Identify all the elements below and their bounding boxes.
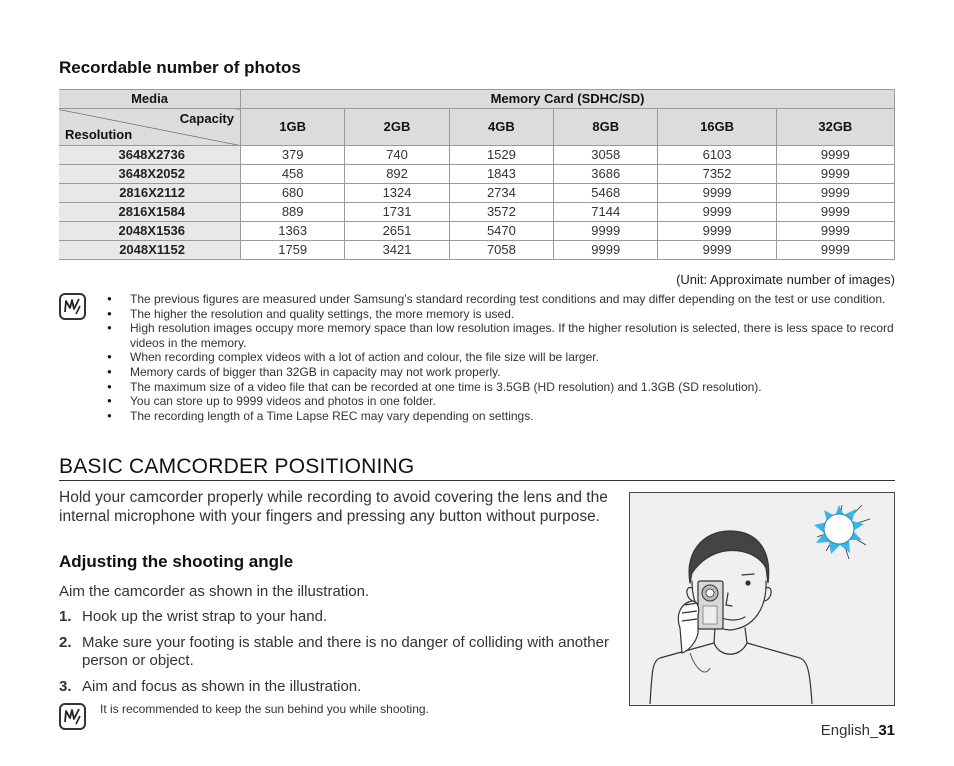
table-cell: 379 — [241, 146, 345, 165]
table-cell: 1731 — [345, 203, 449, 222]
page-footer — [821, 722, 895, 739]
list-item: ● Memory cards of bigger than 32GB in capacity may not work properly. — [107, 365, 897, 380]
resolution-label: Resolution — [65, 127, 133, 142]
table-cell: 1529 — [449, 146, 553, 165]
table-cell: 9999 — [658, 222, 776, 241]
list-item: ● The higher the resolution and quality settings, the more memory is used. — [107, 307, 897, 322]
list-item: ● High resolution images occupy more memory space than low resolution images. If the higher resolution is selected, there is less space to record videos in the memory. — [107, 321, 897, 350]
capacity-header: 2GB — [345, 109, 449, 146]
step-text: Aim and focus as shown in the illustration. — [82, 677, 362, 695]
step-item — [59, 634, 619, 671]
step-number: 2. — [59, 633, 72, 651]
table-cell: 740 — [345, 146, 449, 165]
table-cell: 892 — [345, 165, 449, 184]
resolution-cell: 2816X1584 — [59, 203, 241, 222]
capacity-label: Capacity — [179, 111, 234, 126]
subsection-title: Adjusting the shooting angle — [59, 552, 294, 571]
table-cell: 6103 — [658, 146, 776, 165]
unit-note: (Unit: Approximate number of images) — [676, 272, 895, 287]
resolution-cell: 3648X2052 — [59, 165, 241, 184]
table-cell: 9999 — [776, 165, 894, 184]
sun-icon — [814, 505, 870, 559]
table-row — [59, 165, 895, 184]
table-cell: 9999 — [776, 146, 894, 165]
table-cell: 7058 — [449, 241, 553, 260]
table-cell: 1363 — [241, 222, 345, 241]
page-number: 31 — [878, 722, 895, 739]
table-cell: 9999 — [776, 184, 894, 203]
capacity-resolution-header — [59, 109, 241, 146]
note-icon — [59, 703, 86, 730]
table-cell: 9999 — [554, 222, 658, 241]
table-cell: 9999 — [776, 241, 894, 260]
media-header: Media — [59, 90, 241, 109]
intro-paragraph: Hold your camcorder properly while recording to avoid covering the lens and the internal microphone with your fingers and pressing any button without purpose. — [59, 489, 608, 525]
camcorder-shape — [698, 581, 723, 629]
step-number: 1. — [59, 608, 72, 625]
table-cell: 3686 — [554, 165, 658, 184]
table-row — [59, 222, 895, 241]
footer-language: English_ — [820, 722, 879, 739]
resolution-cell: 2048X1152 — [59, 241, 241, 260]
capacity-header: 16GB — [658, 109, 776, 146]
table-cell: 9999 — [658, 184, 776, 203]
capacity-header: 4GB — [449, 109, 553, 146]
step-item — [59, 678, 619, 697]
camcorder-illustration — [629, 492, 895, 706]
table-cell: 9999 — [776, 203, 894, 222]
table-cell: 1843 — [449, 165, 553, 184]
table-cell: 680 — [241, 184, 345, 203]
table-cell: 9999 — [658, 241, 776, 260]
table-cell: 1324 — [345, 184, 449, 203]
list-item: ● The recording length of a Time Lapse REC may vary depending on settings. — [107, 409, 897, 424]
tip-text: It is recommended to keep the sun behind you while shooting. — [100, 702, 429, 716]
resolution-cell: 2048X1536 — [59, 222, 241, 241]
resolution-cell: 2816X2112 — [59, 184, 241, 203]
table-cell: 9999 — [776, 222, 894, 241]
capacity-header: 32GB — [776, 109, 894, 146]
list-item: ● The previous figures are measured under Samsung’s standard recording test conditions and may differ depending on the test or use condition. — [107, 292, 897, 307]
resolution-cell: 3648X2736 — [59, 146, 241, 165]
table-row — [59, 146, 895, 165]
table-cell: 3421 — [345, 241, 449, 260]
capacity-header: 8GB — [554, 109, 658, 146]
step-text: Hook up the wrist strap to your hand. — [82, 608, 328, 625]
table-row — [59, 184, 895, 203]
table-cell: 458 — [241, 165, 345, 184]
capacity-header: 1GB — [241, 109, 345, 146]
step-item — [59, 608, 619, 627]
steps-list — [59, 608, 619, 703]
step-number: 3. — [59, 677, 72, 695]
table-cell: 3058 — [554, 146, 658, 165]
step-text: Make sure your footing is stable and there is no danger of colliding with another person or object. — [82, 633, 609, 669]
section-title: Recordable number of photos — [59, 58, 301, 77]
memory-card-header: Memory Card (SDHC/SD) — [241, 90, 895, 109]
table-cell: 889 — [241, 203, 345, 222]
list-item: ● When recording complex videos with a lot of action and colour, the file size will be larger. — [107, 350, 897, 365]
aim-instruction: Aim the camcorder as shown in the illustration. — [59, 583, 370, 600]
table-cell: 5468 — [554, 184, 658, 203]
note-icon — [59, 293, 86, 320]
recordable-photos-table — [59, 89, 895, 260]
table-cell: 3572 — [449, 203, 553, 222]
table-row — [59, 241, 895, 260]
table-cell: 7352 — [658, 165, 776, 184]
list-item: ● You can store up to 9999 videos and photos in one folder. — [107, 394, 897, 409]
table-cell: 9999 — [554, 241, 658, 260]
notes-list — [107, 292, 897, 423]
table-cell: 7144 — [554, 203, 658, 222]
table-cell: 2651 — [345, 222, 449, 241]
page-heading: BASIC CAMCORDER POSITIONING — [59, 455, 895, 481]
table-row — [59, 203, 895, 222]
table-cell: 5470 — [449, 222, 553, 241]
list-item: ● The maximum size of a video file that can be recorded at one time is 3.5GB (HD resolution) and 1.3GB (SD resolution). — [107, 380, 897, 395]
table-cell: 1759 — [241, 241, 345, 260]
table-cell: 2734 — [449, 184, 553, 203]
table-cell: 9999 — [658, 203, 776, 222]
